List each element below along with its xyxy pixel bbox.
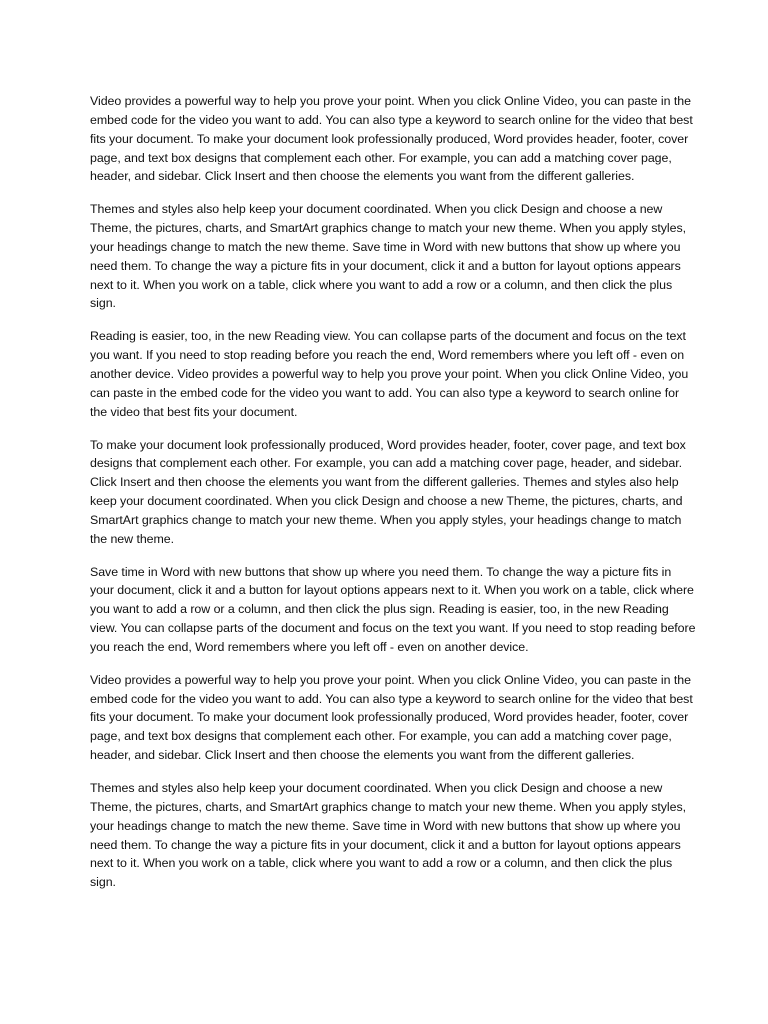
paragraph-5: Save time in Word with new buttons that show up where you need them. To change the way a picture fits in your document, click it and a button for layout options appears next to it. When you work on a table, click where you want to add a row or a column, and then click the plus sign. Reading is easier, too, in the new Reading view. You can collapse parts of the document and focus on the text you want. If you need to stop reading before you reach the end, Word remembers where you left off - even on another device. [90,564,696,654]
paragraph-3: Reading is easier, too, in the new Reading view. You can collapse parts of the document and focus on the text you want. If you need to stop reading before you reach the end, Word remembers where you left off - even on another device. Video provides a powerful way to help you prove your point. When you click Online Video, you can paste in the embed code for the video you want to add. You can also type a keyword to search online for the video that best fits your document. [90,329,689,419]
paragraph-7: Themes and styles also help keep your document coordinated. When you click Design and choose a new Theme, the pictures, charts, and SmartArt graphics change to match your new theme. When you apply styles, your headings change to match the new theme. Save time in Word with new buttons that show up where you need them. To change the way a picture fits in your document, click it and a button for layout options appears next to it. When you work on a table, click where you want to add a row or a column, and then click the plus sign. [90,781,686,890]
paragraph-4: To make your document look professionally produced, Word provides header, footer, cover page, and text box designs that complement each other. For example, you can add a matching cover page, header, and sidebar. Click Insert and then choose the elements you want from the different galleries. Themes and styles also help keep your document coordinated. When you click Design and choose a new Theme, the pictures, charts, and SmartArt graphics change to match your new theme. When you apply styles, your headings change to match the new theme. [90,437,686,546]
paragraph-2: Themes and styles also help keep your document coordinated. When you click Design and choose a new Theme, the pictures, charts, and SmartArt graphics change to match your new theme. When you apply styles, your headings change to match the new theme. Save time in Word with new buttons that show up where you need them. To change the way a picture fits in your document, click it and a button for layout options appears next to it. When you work on a table, click where you want to add a row or a column, and then click the plus sign. [90,202,686,311]
paragraph-6: Video provides a powerful way to help you prove your point. When you click Online Video, you can paste in the embed code for the video you want to add. You can also type a keyword to search online for the video that best fits your document. To make your document look professionally produced, Word provides header, footer, cover page, and text box designs that complement each other. For example, you can add a matching cover page, header, and sidebar. Click Insert and then choose the elements you want from the different galleries. [90,672,693,763]
paragraph-1: Video provides a powerful way to help you prove your point. When you click Online Video, you can paste in the embed code for the video you want to add. You can also type a keyword to search online for the video that best fits your document. To make your document look professionally produced, Word provides header, footer, cover page, and text box designs that complement each other. For example, you can add a matching cover page, header, and sidebar. Click Insert and then choose the elements you want from the different galleries. [90,94,693,184]
